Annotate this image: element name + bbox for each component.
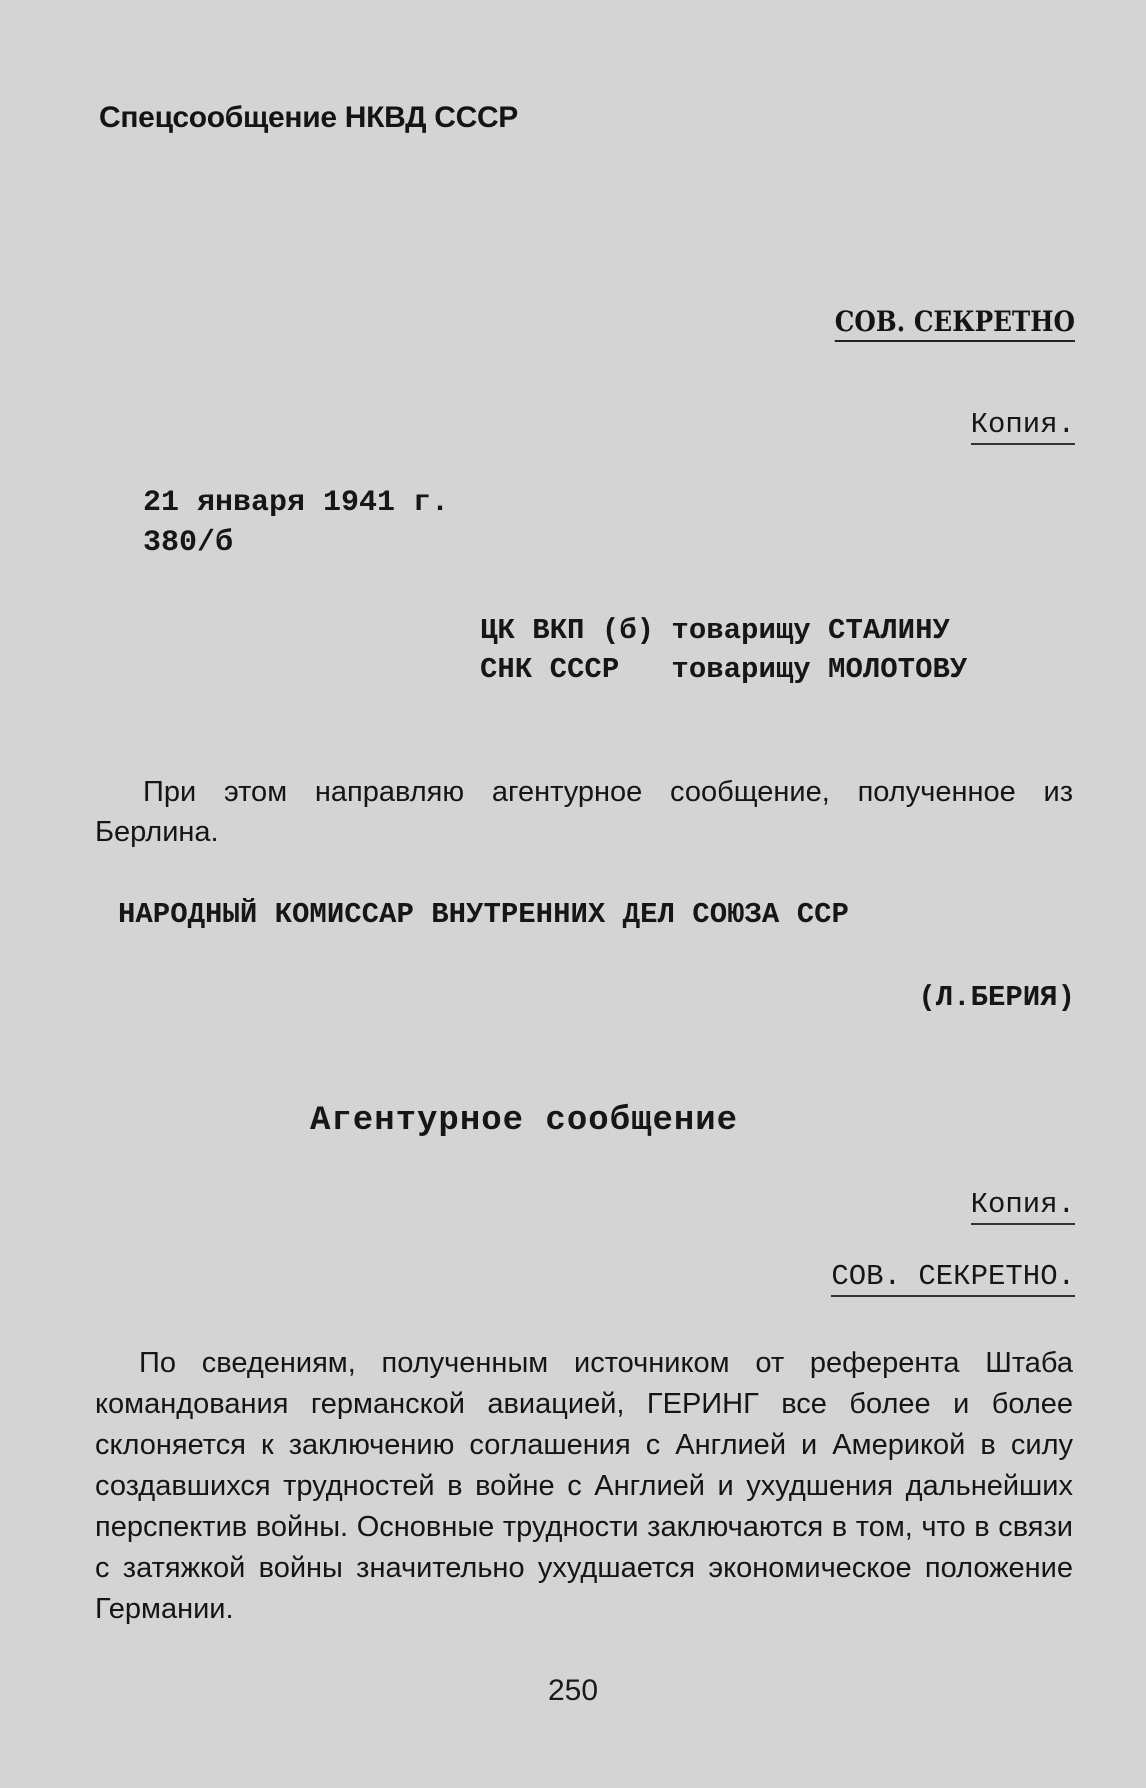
signature: (Л.БЕРИЯ) [918, 981, 1075, 1014]
addressee-stalin: ЦК ВКП (б) товарищу СТАЛИНУ [480, 614, 950, 647]
page-number: 250 [547, 1674, 599, 1707]
agent-report-secret-mark: СОВ. СЕКРЕТНО. [831, 1260, 1075, 1297]
agent-report-heading: Агентурное сообщение [310, 1102, 739, 1140]
secret-stamp: СОВ. СЕКРЕТНО [835, 305, 1075, 342]
cover-letter-text: При этом направляю агентурное сообщение, полученное из Берлина. [95, 776, 1073, 848]
document-date: 21 января 1941 г. [143, 486, 450, 520]
addressee-molotov: СНК СССР товарищу МОЛОТОВУ [480, 653, 968, 686]
copy-mark: Копия. [971, 408, 1075, 445]
agent-report-body: По сведениям, полученным источником от референта Штаба командования германской авиацией, ГЕРИНГ все более и более склоняется к заключению соглашения с Англией и Америкой в силу создавшихся трудностей в войне с Англией и ухудшения дальнейших перспектив войны. Основные трудности заключаются в том, что в связи с затяжкой войны значительно ухудшается экономическое положение Германии. [95, 1347, 1073, 1625]
page-title: Спецсообщение НКВД СССР [99, 101, 519, 134]
agent-report-copy-mark: Копия. [971, 1188, 1075, 1225]
signatory-title: НАРОДНЫЙ КОМИССАР ВНУТРЕННИХ ДЕЛ СОЮЗА ССР [118, 898, 849, 931]
registration-number: 380/б [143, 526, 234, 560]
